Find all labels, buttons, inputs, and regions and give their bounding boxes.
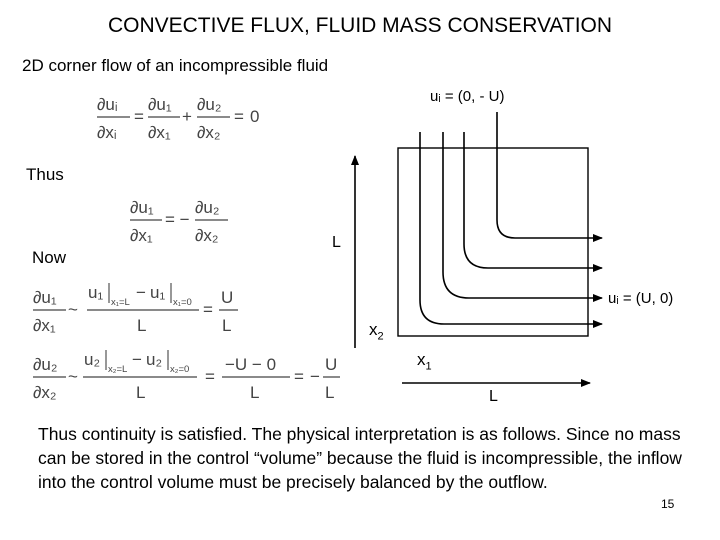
eq3-lhs-num: ∂u₁ [33, 288, 57, 307]
outflow-label: uᵢ = (U, 0) [608, 290, 674, 307]
eq4-equals: = [205, 367, 215, 386]
eq4-num-b: u₂ [146, 350, 163, 369]
eq3-equals: = [203, 300, 213, 319]
eq4-lhs-den: ∂x₂ [33, 383, 57, 402]
slide-title: CONVECTIVE FLUX, FLUID MASS CONSERVATION [107, 14, 613, 37]
eq4-sub-b: x₂=0 [170, 364, 190, 375]
eq3-minus: − [136, 283, 146, 302]
eq1-t2-num: ∂u₂ [197, 95, 222, 114]
eq4-lhs-num: ∂u₂ [33, 355, 58, 374]
now-label: Now [32, 248, 67, 267]
width-label: L [489, 388, 498, 405]
eq4-num-a: u₂ [84, 350, 101, 369]
eq3-num-a: u₁ [88, 283, 104, 302]
eq3-r-den: L [222, 316, 232, 335]
eq3-approx: ~ [68, 300, 78, 319]
axis-x1-label: $x_1$ [417, 350, 432, 373]
eq4-den: L [136, 383, 146, 402]
eq4-r-num: U [325, 355, 338, 374]
eq1-rhs: 0 [250, 107, 260, 126]
eq4-sub-a: x₂=L [108, 364, 128, 375]
eq3-sub-a: x₁=L [111, 297, 130, 308]
eq3-den: L [137, 316, 147, 335]
eq4-equals-2: = [294, 367, 304, 386]
streamline-2 [443, 132, 602, 298]
eq4-r-den: L [325, 383, 335, 402]
explanation-paragraph: Thus continuity is satisfied. The physical interpretation is as follows. Since no mass can be stored in the control “volume” because the fluid is incompressible, the inflow into the control volume must be precisely balanced by the outflow. [38, 424, 682, 492]
eq1-equals-2: = [234, 107, 244, 126]
eq2-t1-num: ∂u₁ [130, 198, 154, 217]
eq1-lhs-den: ∂xᵢ [97, 123, 117, 142]
eq1-lhs-num: ∂uᵢ [97, 95, 118, 114]
eq1-t1-num: ∂u₁ [148, 95, 172, 114]
streamline-1 [420, 132, 602, 324]
eq4-m-den: L [250, 383, 260, 402]
eq3-num-b: u₁ [150, 283, 166, 302]
streamline-4 [497, 112, 602, 238]
eq2-equals-minus: = − [165, 210, 190, 229]
height-label: L [332, 234, 341, 251]
eq4-approx: ~ [68, 367, 78, 386]
eq1-plus: + [182, 107, 192, 126]
eq4-neg: − [310, 367, 320, 386]
control-volume-box [398, 148, 588, 336]
eq1-t2-den: ∂x₂ [197, 123, 221, 142]
inflow-label: uᵢ = (0, - U) [430, 88, 505, 105]
slide-subtitle: 2D corner flow of an incompressible fluid [22, 56, 329, 75]
eq4-m-num: −U − 0 [225, 355, 277, 374]
axis-x2-label: $x_2$ [369, 320, 384, 343]
streamline-3 [464, 132, 602, 268]
eq2-t2-den: ∂x₂ [195, 226, 219, 245]
page-number: 15 [661, 497, 675, 511]
eq2-t2-num: ∂u₂ [195, 198, 220, 217]
eq3-r-num: U [221, 288, 234, 307]
thus-label: Thus [26, 165, 64, 184]
eq3-lhs-den: ∂x₁ [33, 316, 56, 335]
eq2-t1-den: ∂x₁ [130, 226, 153, 245]
eq3-sub-b: x₁=0 [173, 297, 192, 308]
eq1-t1-den: ∂x₁ [148, 123, 171, 142]
eq1-equals: = [134, 107, 144, 126]
eq4-minus: − [132, 350, 142, 369]
